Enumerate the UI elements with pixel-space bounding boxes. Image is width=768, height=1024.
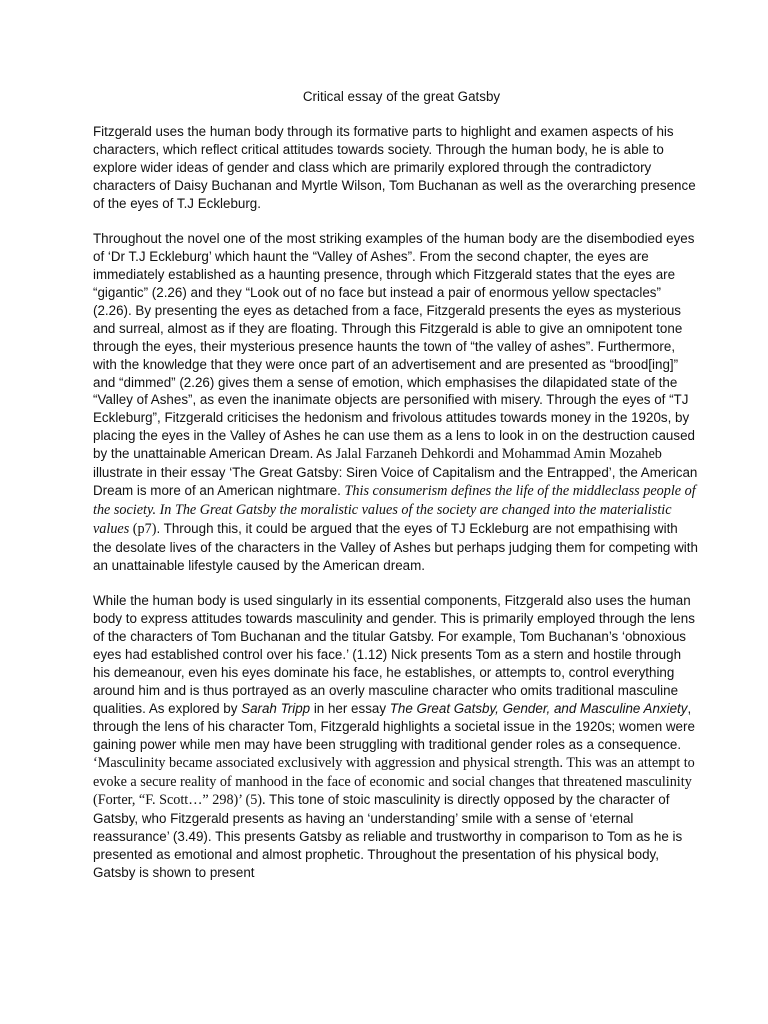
paragraph-2-text-b: illustrate in their essay ‘The Great Gatsby: Siren Voice of Capitalism and the Entrapped’, the American Dream is more of an American nightmare.	[93, 465, 698, 499]
paragraph-1: Fitzgerald uses the human body through its formative parts to highlight and examen aspects of his characters, which reflect critical attitudes towards society. Through the human body, he is able to explore wider ideas of gender and class which are primarily explored through the contradictory characters of Daisy Buchanan and Myrtle Wilson, Tom Buchanan as well as the overarching presence of the eyes of T.J Eckleburg.	[93, 123, 696, 211]
paragraph-2-text-c: . Through this, it could be argued that the eyes of TJ Eckleburg are not empathising with the desolate lives of the characters in the Valley of Ashes but perhaps judging them for competing with an unattainable lifestyle caused by the American dream.	[93, 520, 698, 573]
paragraph-3-text-c: , through the lens of his character Tom, Fitzgerald highlights a societal issue in the 1920s; women were gaining power while men may have been struggling with traditional gender roles as a consequence.	[93, 700, 695, 752]
paragraph-3-quote: ‘Masculinity became associated exclusively with aggression and physical strength. This was an attempt to evoke a secure reality of manhood in the face of economic and social changes that threatened masculinity (Forter, “F. Scott…” 298)’ (5).	[93, 754, 695, 809]
paragraph-2	[93, 230, 700, 574]
paragraph-3-essay-title: The Great Gatsby, Gender, and Masculine Anxiety	[389, 700, 688, 716]
document-title: Critical essay of the great Gatsby	[302, 89, 501, 104]
paragraph-2-cite: (p7)	[129, 520, 157, 537]
paragraph-3-author: Sarah Tripp	[241, 700, 311, 716]
paragraph-3-text-b: in her essay	[310, 700, 390, 716]
paragraph-3-text-d: This tone of stoic masculinity is directly opposed by the character of Gatsby, who Fitzgerald presents as having an ‘understanding’ smile with a sense of ‘eternal reassurance’ (3.49). This presents Gatsby as reliable and trustworthy in comparison to Tom as he is presented as emotional and almost prophetic. Throughout the presentation of his physical body, Gatsby is shown to present	[93, 792, 683, 881]
paragraph-3-text-a: While the human body is used singularly in its essential components, Fitzgerald also uses the human body to express attitudes towards masculinity and gender. This is primarily employed through the lens of the characters of Tom Buchanan and the titular Gatsby. For example, Tom Buchanan’s ‘obnoxious eyes had established control over his face.’ (1.12) Nick presents Tom as a stern and hostile through his demeanour, even his eyes dominate his face, he establishes, or attempts to, control everything around him and is thus portrayed as an overly masculine character who omits traditional masculine qualities. As explored by	[93, 593, 695, 716]
paragraph-2-text-a: Throughout the novel one of the most striking examples of the human body are the disembodied eyes of ‘Dr T.J Eckleburg’ which haunt the “Valley of Ashes”. From the second chapter, the eyes are immediately established as a haunting presence, through which Fitzgerald states that the eyes are “gigantic” (2.26) and they “Look out of no face but instead a pair of enormous yellow spectacles” (2.26). By presenting the eyes as detached from a face, Fitzgerald presents the eyes as mysterious and surreal, almost as if they are floating. Through this Fitzgerald is able to give an omnipotent tone through the eyes, their mysterious presence haunts the town of “the valley of ashes”. Furthermore, with the knowledge that they were once part of an advertisement and are presented as “brood[ing]” and “dimmed” (2.26) gives them a sense of emotion, which emphasises the dilapidated state of the “Valley of Ashes”, as even the inanimate objects are personified with misery. Through the eyes of “TJ Eckleburg”, Fitzgerald criticises the hedonism and frivolous attitudes towards money in the 1920s, by placing the eyes in the Valley of Ashes he can use them as a lens to look in on the destruction caused by the unattainable American Dream. As	[93, 231, 695, 462]
paragraph-2-quote: This consumerism defines the life of the middleclass people of the society. In The Great Gatsby the moralistic values of the society are changed into the materialistic values	[93, 483, 696, 537]
paragraph-2-authors: Jalal Farzaneh Dehkordi and Mohammad Amin Mozaheb	[335, 446, 662, 463]
paragraph-3	[93, 592, 700, 882]
